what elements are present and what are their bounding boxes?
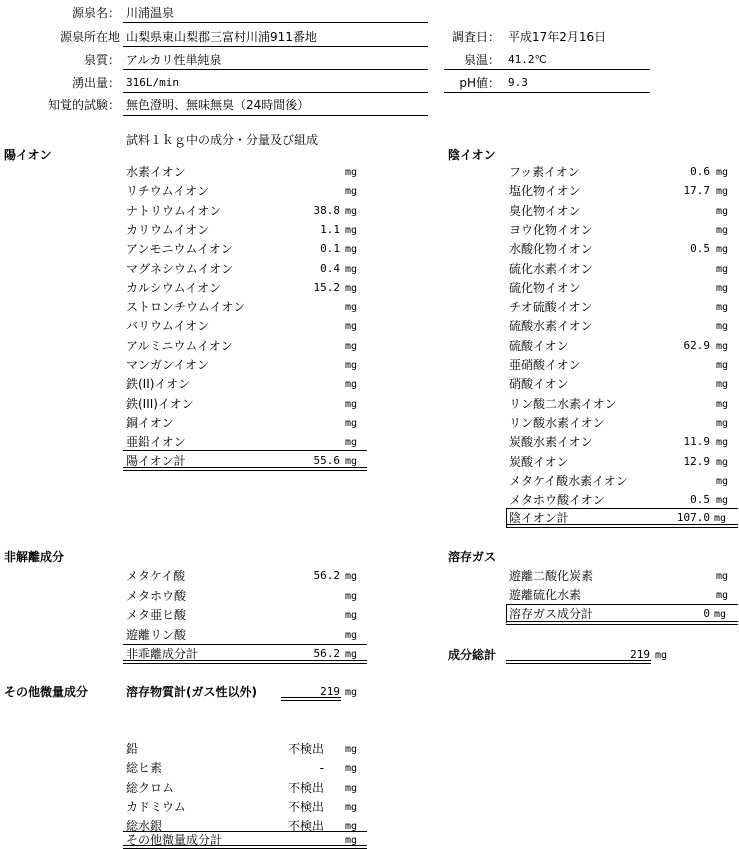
cation-unit: mg	[345, 417, 358, 429]
cation-unit: mg	[345, 437, 358, 449]
sample-title: 試料１ｋｇ中の成分・分量及び組成	[126, 133, 319, 147]
anion-unit: mg	[716, 244, 729, 256]
divider	[123, 22, 428, 23]
anion-unit: mg	[716, 263, 729, 275]
nondissociated-unit: mg	[345, 629, 358, 641]
cation-name: カリウムイオン	[126, 222, 210, 237]
trace-total-unit: mg	[345, 835, 358, 846]
divider	[123, 831, 367, 832]
trace-name: 総ヒ素	[126, 761, 163, 776]
nondissociated-value: 56.2	[313, 569, 340, 582]
anion-total-label: 陰イオン計	[509, 511, 569, 525]
cation-unit: mg	[345, 379, 358, 391]
anion-value: 12.9	[683, 454, 710, 468]
anion-name: フッ素イオン	[509, 165, 580, 179]
anion-unit: mg	[716, 379, 729, 391]
spring-name-value: 川浦温泉	[126, 6, 175, 20]
gas-name: 遊離硫化水素	[509, 588, 582, 602]
anion-name: ヨウ化物イオン	[509, 222, 593, 237]
dissolved-matter-value: 219	[320, 685, 340, 698]
cation-name: カルシウムイオン	[126, 280, 221, 295]
divider	[123, 115, 428, 116]
nondissociated-total-unit: mg	[345, 649, 358, 660]
survey-date-label: 調査日：	[451, 30, 500, 44]
anion-unit: mg	[716, 495, 729, 507]
cation-unit: mg	[345, 282, 358, 294]
gas-total-unit: mg	[714, 609, 727, 620]
cation-name: アルミニウムイオン	[126, 338, 233, 353]
cation-value: 0.4	[320, 261, 340, 275]
cation-name: アンモニウムイオン	[126, 242, 233, 257]
double-rule	[123, 660, 367, 664]
anion-name: メタホウ酸イオン	[509, 493, 605, 508]
nondissociated-name: メタケイ酸	[126, 569, 186, 583]
cation-unit: mg	[345, 205, 358, 217]
cation-unit: mg	[345, 340, 358, 352]
survey-date-value: 平成17年2月16日	[508, 30, 607, 44]
trace-unit: mg	[345, 763, 358, 775]
anion-unit: mg	[716, 437, 729, 449]
ph-value: 9.3	[508, 76, 528, 89]
anion-name: 臭化物イオン	[509, 203, 581, 218]
cation-total-unit: mg	[345, 456, 358, 467]
cation-unit: mg	[345, 167, 358, 178]
anion-unit: mg	[716, 360, 729, 371]
anion-value: 0.5	[690, 242, 710, 256]
nondissociated-name: メタ亜ヒ酸	[126, 608, 187, 622]
cation-unit: mg	[345, 302, 358, 314]
anion-name: 炭酸水素イオン	[509, 435, 593, 450]
double-rule	[123, 845, 367, 849]
anion-unit: mg	[716, 340, 729, 352]
divider	[506, 508, 507, 527]
grand-total-unit: mg	[655, 650, 668, 661]
cation-name: 鉄(II)イオン	[126, 377, 191, 392]
cation-name: マグネシウムイオン	[126, 261, 234, 276]
anion-unit: mg	[716, 456, 729, 468]
trace-unit: mg	[345, 744, 358, 755]
double-rule	[281, 697, 341, 701]
anion-unit: mg	[716, 205, 729, 217]
anion-unit: mg	[716, 167, 729, 178]
trace-value: 不検出	[287, 819, 324, 834]
double-rule	[506, 621, 738, 625]
divider	[123, 450, 367, 451]
trace-total-label: その他微量成分計	[126, 833, 223, 847]
nondissociated-unit: mg	[345, 610, 358, 621]
anion-value: 11.9	[683, 435, 710, 449]
trace-name: 総水銀	[126, 819, 163, 834]
divider	[506, 604, 507, 623]
gas-section-title: 溶存ガス	[448, 550, 497, 564]
divider	[506, 604, 738, 605]
anion-name: 炭酸イオン	[509, 454, 569, 469]
anion-name: 硫化物イオン	[509, 280, 581, 295]
anion-name: 硫酸水素イオン	[509, 319, 593, 334]
double-rule	[123, 467, 367, 471]
trace-value: 不検出	[287, 780, 324, 795]
nondissociated-unit: mg	[345, 590, 358, 602]
anion-unit: mg	[716, 398, 729, 410]
trace-value: 不検出	[287, 742, 324, 756]
double-rule	[506, 660, 651, 664]
trace-unit: mg	[345, 801, 358, 813]
flow-rate-label: 湧出量：	[71, 76, 120, 90]
anion-name: 硝酸イオン	[509, 377, 569, 392]
anion-section-title: 陰イオン	[448, 148, 496, 162]
anion-unit: mg	[716, 224, 729, 236]
trace-name: 鉛	[126, 742, 139, 756]
dissolved-matter-label: 溶存物質計(ガス性以外)	[126, 685, 257, 699]
cation-unit: mg	[345, 263, 358, 275]
cation-unit: mg	[345, 224, 358, 236]
nondissociated-unit: mg	[345, 571, 358, 582]
nondissociated-name: メタホウ酸	[126, 588, 187, 603]
anion-name: チオ硫酸イオン	[509, 300, 593, 315]
anion-unit: mg	[716, 302, 729, 314]
anion-name: リン酸水素イオン	[509, 415, 605, 430]
trace-unit: mg	[345, 782, 358, 794]
cation-unit: mg	[345, 244, 358, 256]
dissolved-matter-unit: mg	[345, 687, 358, 698]
anion-name: 塩化物イオン	[509, 184, 581, 199]
nondissociated-total-value: 56.2	[313, 647, 340, 660]
cation-value: 15.2	[313, 280, 340, 294]
anion-value: 0.5	[690, 493, 710, 507]
grand-total-value: 219	[630, 648, 650, 661]
gas-name: 遊離二酸化炭素	[509, 569, 594, 583]
nondissociated-section-title: 非解離成分	[4, 550, 65, 564]
flow-rate-value: 316L/min	[126, 76, 179, 89]
cation-total-label: 陽イオン計	[126, 454, 186, 468]
temperature-label: 泉温：	[463, 53, 500, 67]
spring-quality-label: 泉質：	[83, 53, 120, 67]
sensory-test-label: 知覚的試験：	[47, 98, 120, 112]
spring-name-label: 源泉名：	[71, 6, 120, 20]
anion-name: 硫化水素イオン	[509, 261, 593, 276]
anion-unit: mg	[716, 417, 729, 429]
cation-name: 銅イオン	[126, 415, 174, 430]
divider	[123, 92, 428, 93]
trace-name: カドミウム	[126, 799, 186, 814]
divider	[123, 46, 428, 47]
cation-value: 0.1	[320, 242, 340, 256]
anion-unit: mg	[716, 475, 729, 487]
anion-name: 水酸化物イオン	[509, 242, 593, 257]
divider	[444, 69, 650, 70]
nondissociated-total-label: 非乖離成分計	[126, 647, 199, 661]
cation-unit: mg	[345, 398, 358, 410]
divider	[123, 69, 428, 70]
trace-section-title: その他微量成分	[4, 685, 89, 699]
cation-name: リチウムイオン	[126, 184, 210, 199]
gas-unit: mg	[716, 571, 729, 582]
double-rule	[506, 524, 738, 528]
anion-name: 亜硝酸イオン	[509, 358, 581, 372]
grand-total-label: 成分総計	[448, 648, 497, 662]
spring-quality-value: アルカリ性単純泉	[126, 53, 222, 67]
cation-unit: mg	[345, 360, 358, 371]
anion-value: 0.6	[690, 165, 710, 178]
cation-name: 亜鉛イオン	[126, 435, 186, 450]
anion-unit: mg	[716, 321, 729, 333]
trace-value: -	[319, 761, 324, 776]
cation-name: 水素イオン	[126, 165, 186, 179]
ph-label: pH値：	[459, 76, 500, 90]
anion-name: リン酸二水素イオン	[509, 396, 617, 411]
cation-section-title: 陽イオン	[4, 148, 52, 162]
cation-name: ナトリウムイオン	[126, 203, 222, 218]
cation-name: 鉄(III)イオン	[126, 396, 194, 411]
gas-unit: mg	[716, 590, 729, 601]
trace-value: 不検出	[287, 799, 324, 814]
cation-unit: mg	[345, 321, 358, 333]
gas-total-label: 溶存ガス成分計	[509, 607, 594, 621]
spring-location-value: 山梨県東山梨郡三富村川浦911番地	[126, 30, 317, 44]
divider	[444, 92, 650, 93]
cation-name: バリウムイオン	[126, 319, 210, 334]
anion-unit: mg	[716, 186, 729, 198]
anion-name: メタケイ酸水素イオン	[509, 473, 628, 488]
divider	[123, 644, 367, 645]
sensory-test-value: 無色澄明、無味無臭（24時間後）	[126, 98, 310, 112]
anion-unit: mg	[716, 282, 729, 294]
gas-total-value: 0	[703, 607, 710, 620]
anion-value: 62.9	[683, 338, 710, 352]
cation-unit: mg	[345, 186, 358, 198]
trace-unit: mg	[345, 821, 358, 833]
cation-value: 1.1	[320, 222, 340, 236]
divider	[506, 508, 738, 509]
trace-name: 総クロム	[126, 780, 175, 795]
anion-value: 17.7	[683, 184, 710, 198]
cation-value: 38.8	[313, 203, 340, 217]
anion-total-value: 107.0	[676, 511, 710, 524]
cation-total-value: 55.6	[313, 454, 340, 467]
nondissociated-name: 遊離リン酸	[126, 627, 187, 642]
anion-total-unit: mg	[714, 513, 727, 524]
cation-name: マンガンイオン	[126, 358, 210, 372]
temperature-value: 41.2℃	[508, 53, 547, 66]
anion-name: 硫酸イオン	[509, 338, 569, 353]
spring-location-label: 源泉所在地	[59, 30, 120, 44]
cation-name: ストロンチウムイオン	[126, 300, 246, 315]
